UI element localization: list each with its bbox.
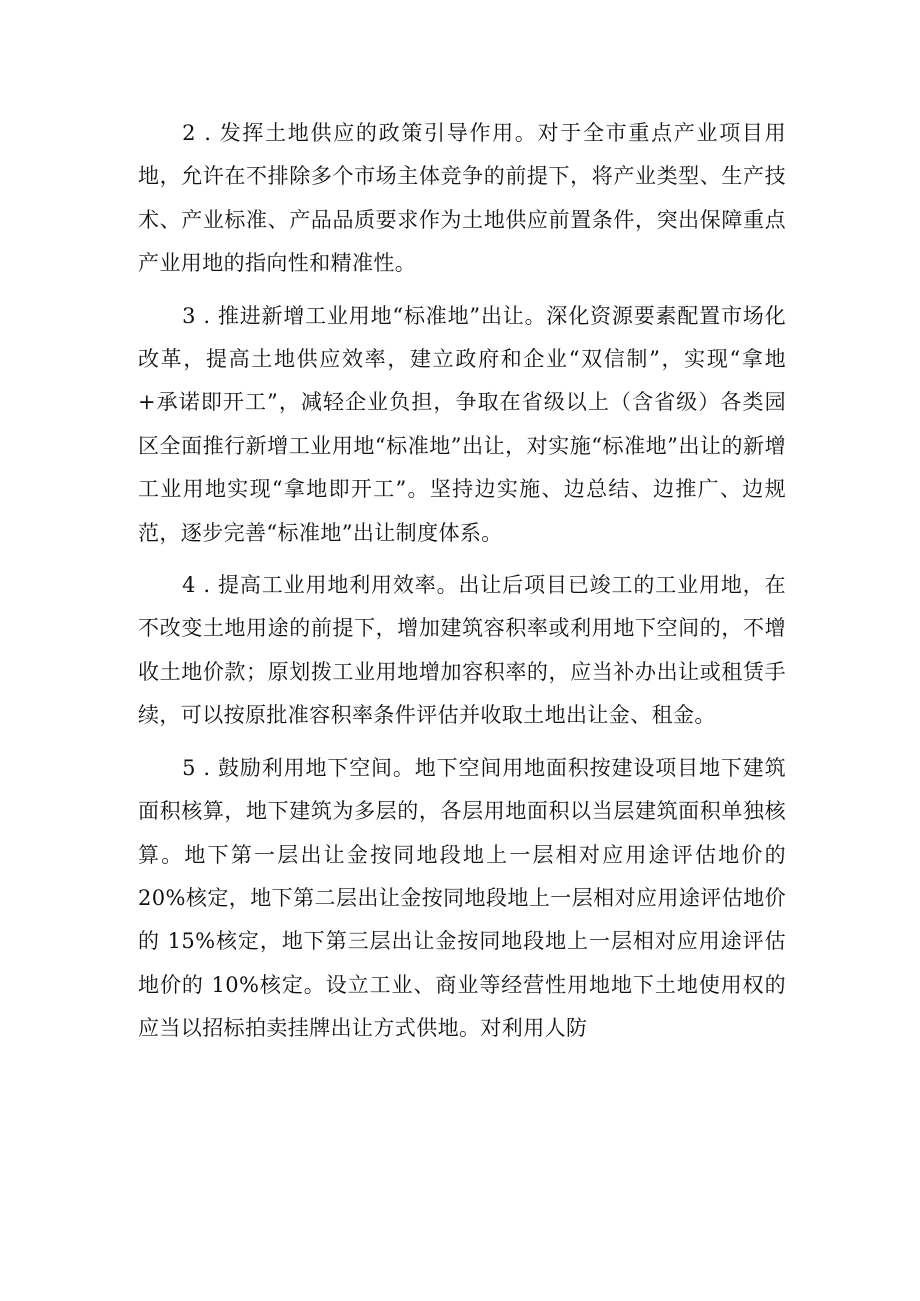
paragraph-item-2: 2 . 发挥土地供应的政策引导作用。对于全市重点产业项目用地，允许在不排除多个市场主体竞争的前提下，将产业类型、生产技术、产业标准、产品品质要求作为土地供应前置条件，突出保障重点产业用地的指向性和精准性。	[138, 121, 786, 276]
document-page	[138, 112, 786, 1060]
paragraph-item-5: 5 . 鼓励利用地下空间。地下空间用地面积按建设项目地下建筑面积核算，地下建筑为多层的，各层用地面积以当层建筑面积单独核算。地下第一层出让金按同地段地上一层相对应用途评估地价的 20%核定，地下第二层出让金按同地段地上一层相对应用途评估地价的 15%核定，地下第三层出让金按同地段地上一层相对应用途评估地价的 10%核定。设立工业、商业等经营性用地地下土地使用权的应当以招标拍卖挂牌出让方式供地。对利用人防	[138, 755, 786, 1041]
paragraph-item-4: 4 . 提高工业用地利用效率。出让后项目已竣工的工业用地，在不改变土地用途的前提下，增加建筑容积率或利用地下空间的，不增收土地价款；原划拨工业用地增加容积率的，应当补办出让或租赁手续，可以按原批准容积率条件评估并收取土地出让金、租金。	[138, 573, 786, 728]
paragraph-item-3: 3 . 推进新增工业用地“标准地”出让。深化资源要素配置市场化改革，提高土地供应效率，建立政府和企业“双信制”，实现“拿地+承诺即开工”，减轻企业负担，争取在省级以上（含省级）各类园区全面推行新增工业用地“标准地”出让，对实施“标准地”出让的新增工业用地实现“拿地即开工”。坚持边实施、边总结、边推广、边规范，逐步完善“标准地”出让制度体系。	[138, 303, 786, 545]
